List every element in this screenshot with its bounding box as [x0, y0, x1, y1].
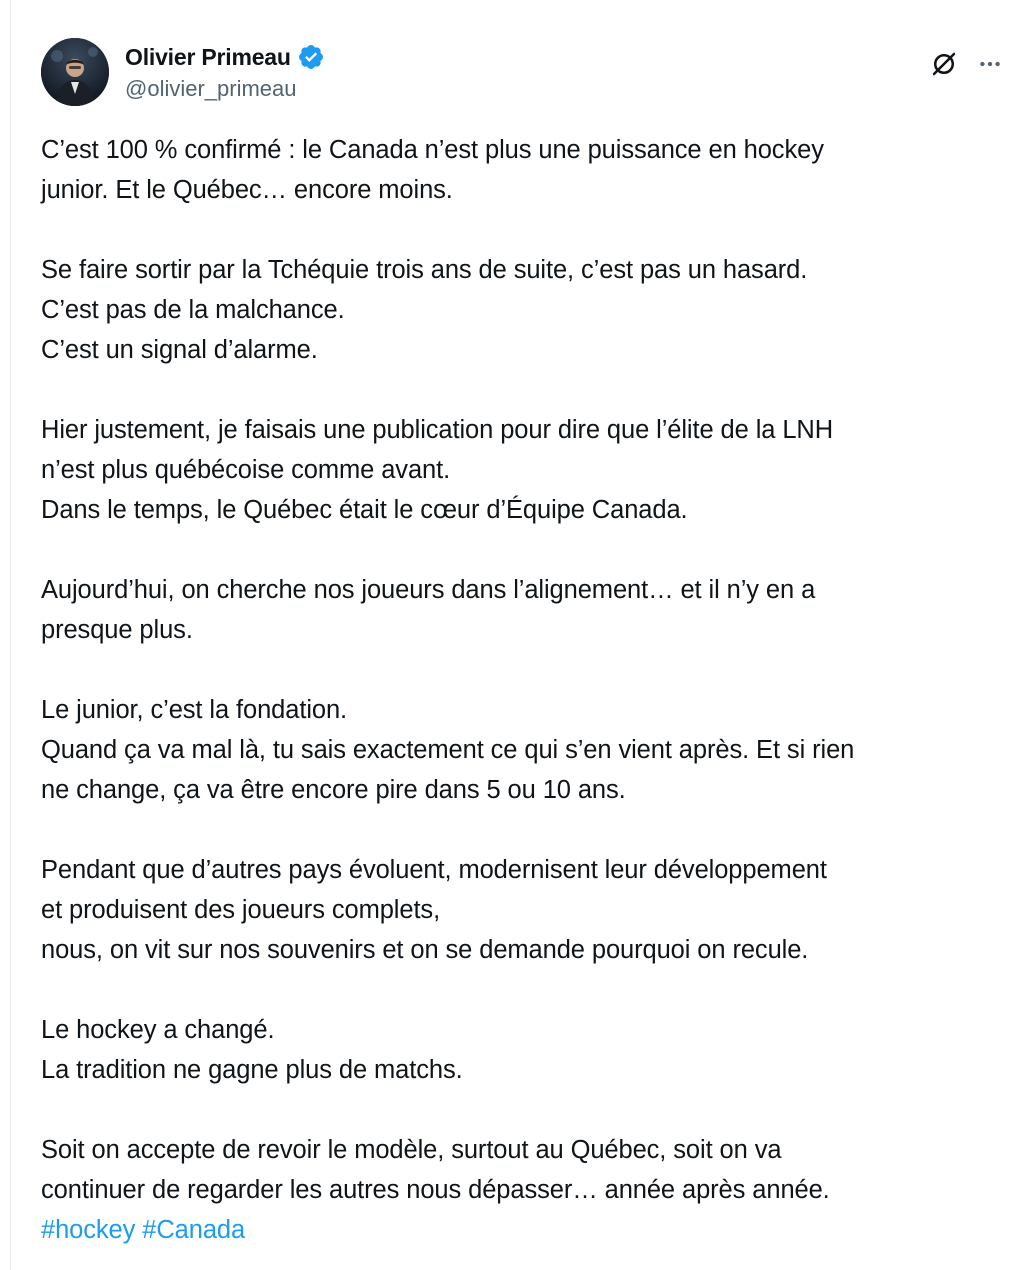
tweet-line: Pendant que d’autres pays évoluent, modernisent leur développement — [41, 856, 827, 884]
tweet-card — [10, 0, 1020, 1270]
tweet-text — [41, 130, 1001, 1250]
tweet-line: n’est plus québécoise comme avant. — [41, 456, 451, 484]
paragraph-gap — [41, 210, 1001, 250]
hashtag-link-canada[interactable]: #Canada — [142, 1216, 246, 1244]
tweet-line: junior. Et le Québec… encore moins. — [41, 176, 453, 204]
author-info — [125, 42, 325, 102]
tweet-line: Dans le temps, le Québec était le cœur d’Équipe Canada. — [41, 496, 688, 524]
tweet-line: Le junior, c’est la fondation. — [41, 696, 348, 724]
tweet-line: et produisent des joueurs complets, — [41, 896, 441, 924]
tweet-line: La tradition ne gagne plus de matchs. — [41, 1056, 463, 1084]
paragraph-gap — [41, 1090, 1001, 1130]
tweet-line: Soit on accepte de revoir le modèle, surtout au Québec, soit on va — [41, 1136, 782, 1164]
tweet-line: Aujourd’hui, on cherche nos joueurs dans l’alignement… et il n’y en a — [41, 576, 816, 604]
paragraph-gap — [41, 970, 1001, 1010]
tweet-line: C’est un signal d’alarme. — [41, 336, 318, 364]
paragraph-gap — [41, 650, 1001, 690]
name-row — [125, 42, 325, 72]
tweet-header — [41, 38, 1020, 108]
hashtag-link-hockey[interactable]: #hockey — [41, 1216, 136, 1244]
tweet-line: C’est pas de la malchance. — [41, 296, 345, 324]
paragraph-gap — [41, 370, 1001, 410]
author-handle[interactable]: @olivier_primeau — [125, 76, 297, 101]
tweet-line: ne change, ça va être encore pire dans 5 ou 10 ans. — [41, 776, 626, 804]
paragraph-gap — [41, 530, 1001, 570]
tweet-line: nous, on vit sur nos souvenirs et on se demande pourquoi on recule. — [41, 936, 809, 964]
tweet-line: Se faire sortir par la Tchéquie trois ans de suite, c’est pas un hasard. — [41, 256, 808, 284]
tweet-line: C’est 100 % confirmé : le Canada n’est plus une puissance en hockey — [41, 136, 824, 164]
tweet-line: presque plus. — [41, 616, 193, 644]
paragraph-gap — [41, 810, 1001, 850]
grok-icon[interactable] — [926, 46, 962, 82]
hashtag-line — [41, 1210, 1001, 1250]
tweet-line: continuer de regarder les autres nous dépasser… année après année. — [41, 1176, 830, 1204]
tweet-line: Le hockey a changé. — [41, 1016, 275, 1044]
display-name[interactable]: Olivier Primeau — [125, 43, 291, 70]
verified-badge-icon[interactable] — [297, 43, 325, 71]
avatar[interactable] — [41, 38, 109, 106]
tweet-line: Hier justement, je faisais une publication pour dire que l’élite de la LNH — [41, 416, 834, 444]
tweet-line: Quand ça va mal là, tu sais exactement ce qui s’en vient après. Et si rien — [41, 736, 855, 764]
more-horizontal-icon[interactable] — [972, 46, 1008, 82]
avatar-photo — [41, 38, 109, 106]
